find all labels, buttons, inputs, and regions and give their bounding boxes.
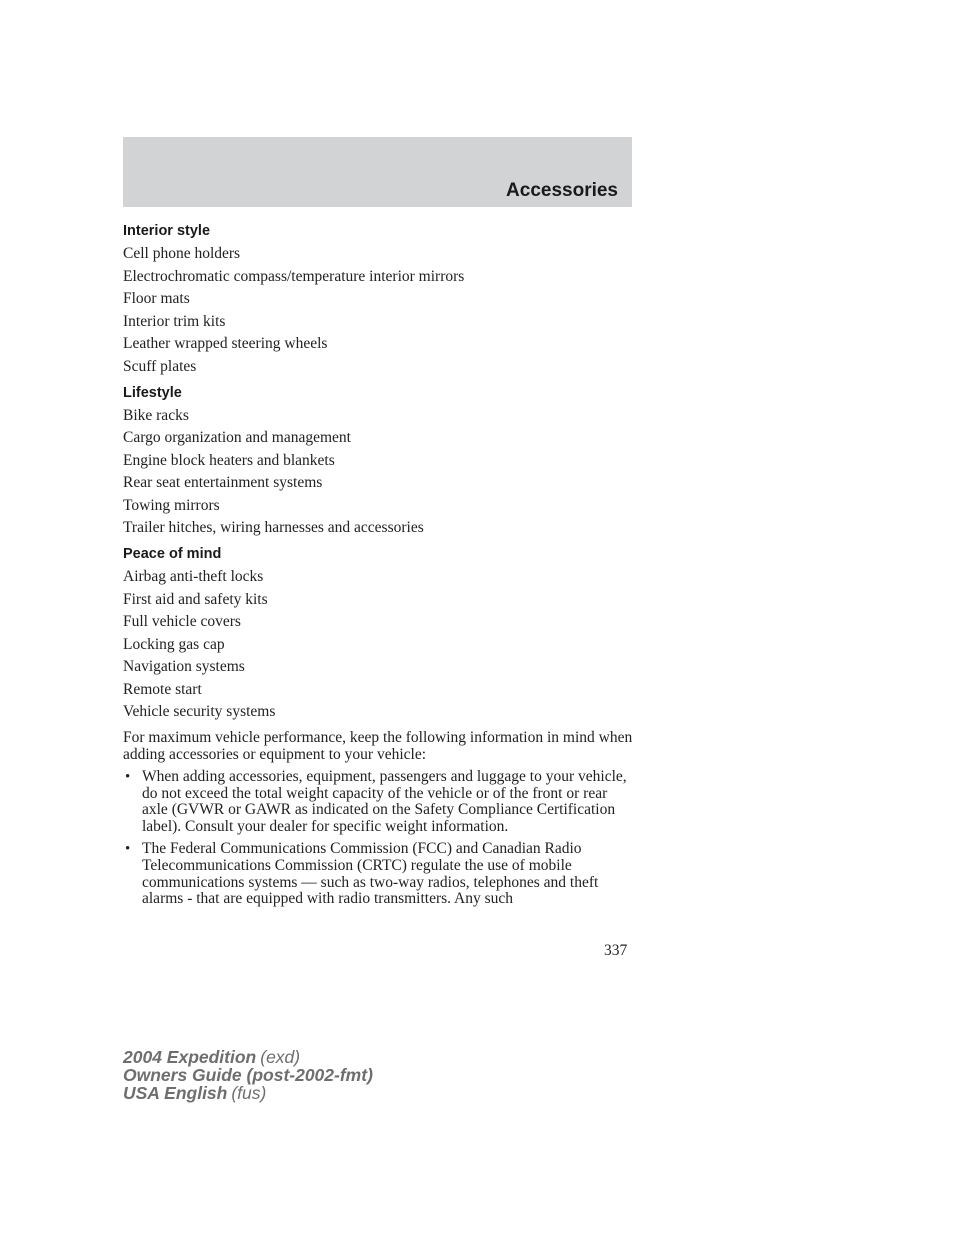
list-item: Cargo organization and management [123, 429, 351, 446]
intro-paragraph: For maximum vehicle performance, keep the following information in mind when adding accessories or equipment to your vehicle: [123, 729, 633, 763]
document-footer [123, 1048, 373, 1102]
list-item: Leather wrapped steering wheels [123, 335, 328, 352]
footer-guide: Owners Guide (post-2002-fmt) [123, 1065, 373, 1085]
bullet-text: The Federal Communications Commission (FCC) and Canadian Radio Telecommunications Commission (CRTC) regulate the use of mobile communications systems — such as two-way radios, telephones and theft alarms - that are equipped with radio transmitters. Any such [142, 840, 599, 908]
list-item: Rear seat entertainment systems [123, 474, 323, 491]
page-number: 337 [604, 942, 628, 959]
list-item: Remote start [123, 680, 202, 698]
list-item: Vehicle security systems [123, 703, 276, 720]
list-item: Scuff plates [123, 357, 197, 375]
list-item: Airbag anti-theft locks [123, 568, 264, 585]
list-item: Navigation systems [123, 658, 245, 675]
bullet-icon: • [125, 841, 131, 858]
bullet-icon: • [125, 769, 131, 785]
list-item: Full vehicle covers [123, 613, 241, 630]
bullet-item [123, 769, 635, 835]
list-item: Towing mirrors [123, 496, 220, 514]
bullet-text: When adding accessories, equipment, passengers and luggage to your vehicle, do not exceed the total weight capacity of the vehicle or of the front or rear axle (GVWR or GAWR as indicated on the Safety Compliance Certification label). Consult your dealer for specific weight information. [142, 768, 627, 835]
list-item: Cell phone holders [123, 245, 241, 262]
footer-line [123, 1048, 373, 1066]
section-title: Accessories [506, 180, 618, 201]
section-interior-style [123, 222, 635, 376]
list-item: Trailer hitches, wiring harnesses and accessories [123, 519, 424, 536]
list-item: Electrochromatic compass/temperature interior mirrors [123, 267, 465, 285]
list-item: First aid and safety kits [123, 590, 268, 608]
section-lifestyle [123, 384, 635, 538]
footer-language-code: (fus) [231, 1083, 267, 1103]
header-band [123, 137, 632, 207]
list-item: Bike racks [123, 406, 189, 424]
section-heading: Peace of mind [123, 546, 222, 562]
list-item: Locking gas cap [123, 635, 225, 653]
list-item: Floor mats [123, 290, 190, 307]
page-content [123, 222, 635, 914]
bullet-item [123, 841, 635, 907]
list-item: Engine block heaters and blankets [123, 451, 335, 469]
footer-line [123, 1084, 373, 1102]
list-item: Interior trim kits [123, 312, 226, 330]
section-heading: Interior style [123, 223, 211, 239]
footer-model-code: (exd) [260, 1047, 301, 1067]
footer-line [123, 1066, 373, 1084]
footer-language: USA English [123, 1083, 228, 1103]
section-heading: Lifestyle [123, 384, 182, 401]
section-peace-of-mind [123, 545, 635, 721]
footer-model: 2004 Expedition [123, 1047, 257, 1067]
